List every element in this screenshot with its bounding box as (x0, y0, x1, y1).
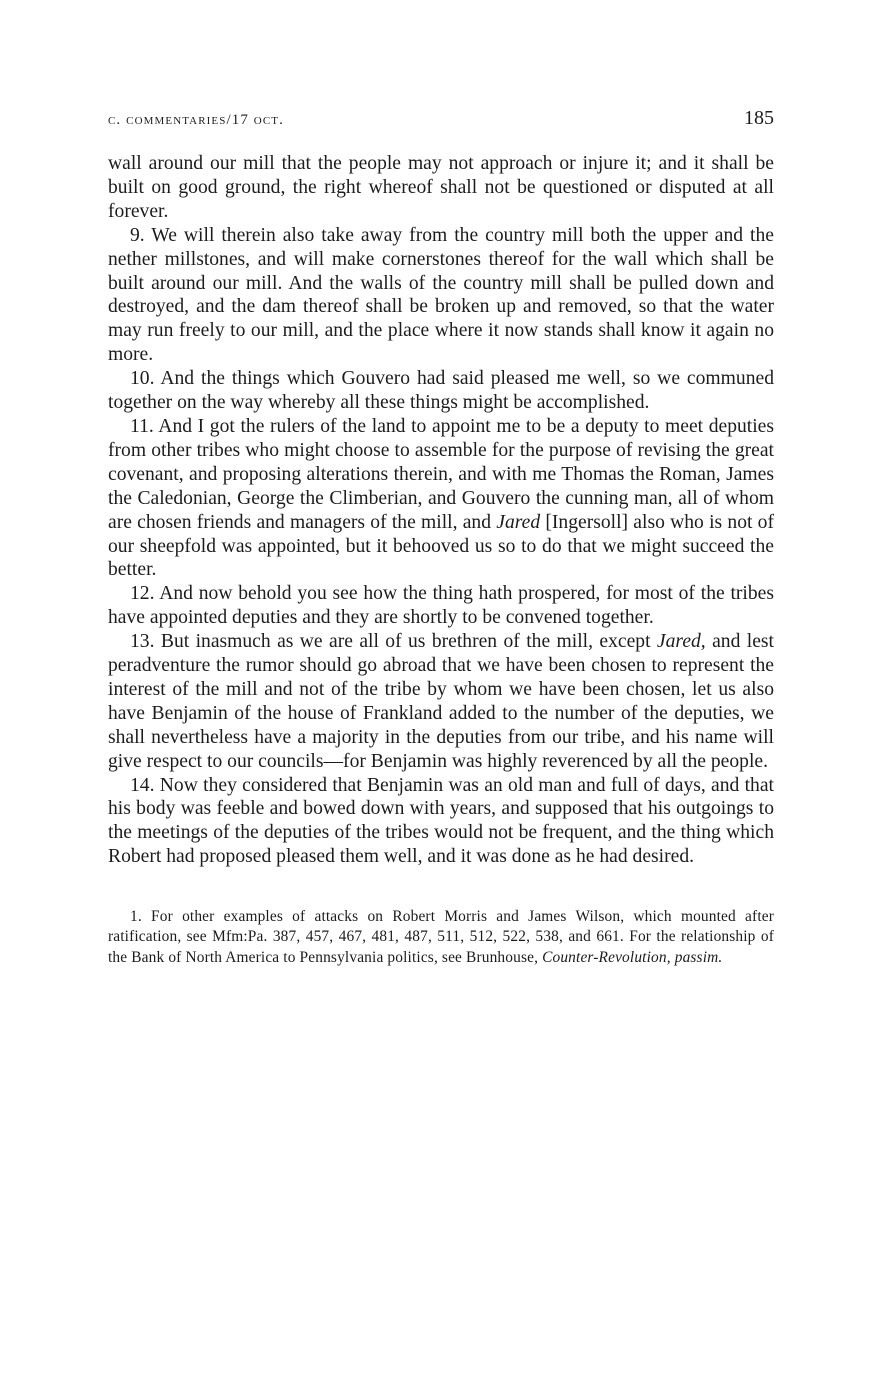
document-page (108, 100, 774, 968)
paragraph-10: 10. And the things which Gouvero had said pleased me well, so we communed together on the way whereby all these things might be accomplished. (108, 368, 774, 414)
paragraph-13-part-a: 13. But inasmuch as we are all of us brethren of the mill, except (130, 631, 657, 653)
paragraph-11 (108, 415, 774, 582)
page-number: 185 (744, 107, 774, 129)
footnotes (108, 907, 774, 968)
paragraph-13 (108, 630, 774, 773)
body-text (108, 152, 774, 869)
footnote-1-passim: passim. (674, 948, 723, 966)
paragraph-9: 9. We will therein also take away from the country mill both the upper and the nether millstones, and will make cornerstones thereof for the wall which shall be built around our mill. And the walls of the country mill shall be pulled down and destroyed, and the dam thereof shall be broken up and removed, so that the water may run freely to our mill, and the place where it now stands shall know it again no more. (108, 224, 774, 366)
footnote-1 (108, 907, 774, 968)
paragraph-14: 14. Now they considered that Benjamin was an old man and full of days, and that his body was feeble and bowed down with years, and supposed that his outgoings to the meetings of the deputies of the tribes would not be frequent, and the thing which Robert had proposed pleased them well, and it was done as he had desired. (108, 774, 774, 868)
footnote-1-book-title: Counter-Revolution, (542, 948, 671, 966)
running-head-title: c. commentaries/17 oct. (108, 112, 284, 128)
running-head (108, 100, 774, 136)
paragraph-12: 12. And now behold you see how the thing hath prospered, for most of the tribes have appointed deputies and they are shortly to be convened together. (108, 583, 774, 629)
paragraph-11-part-b: [Ingersoll] also who is not of our sheepfold was appointed, but it behooved us so to do that we might succeed the better. (108, 511, 774, 581)
paragraph-continuation: wall around our mill that the people may not approach or injure it; and it shall be built on good ground, the right whereof shall not be questioned or disputed at all forever. (108, 153, 774, 222)
paragraph-13-jared: Jared, (656, 631, 706, 653)
paragraph-13-part-b: and lest peradventure the rumor should go abroad that we have been chosen to represent the interest of the mill and not of the tribe by whom we have been chosen, let us also have Benjamin of the house of Frankland added to the number of the deputies, we shall nevertheless have a majority in the deputies from our tribe, and his name will give respect to our councils—for Benjamin was highly reverenced by all the people. (108, 631, 774, 772)
paragraph-11-jared: Jared (496, 511, 541, 533)
paragraph-11-part-a: 11. And I got the rulers of the land to appoint me to be a deputy to meet deputies from other tribes who might choose to assemble for the purpose of revising the great covenant, and proposing alterations therein, and with me Thomas the Roman, James the Caledonian, George the Climberian, and Gouvero the cunning man, all of whom are chosen friends and managers of the mill, and (108, 415, 774, 533)
footnote-1-text: 1. For other examples of attacks on Robert Morris and James Wilson, which mounted after ratification, see Mfm:Pa. 387, 457, 467, 481, 487, 511, 512, 522, 538, and 661. For the relationship of the Bank of North America to Pennsylvania politics, see Brunhouse, (108, 908, 774, 966)
